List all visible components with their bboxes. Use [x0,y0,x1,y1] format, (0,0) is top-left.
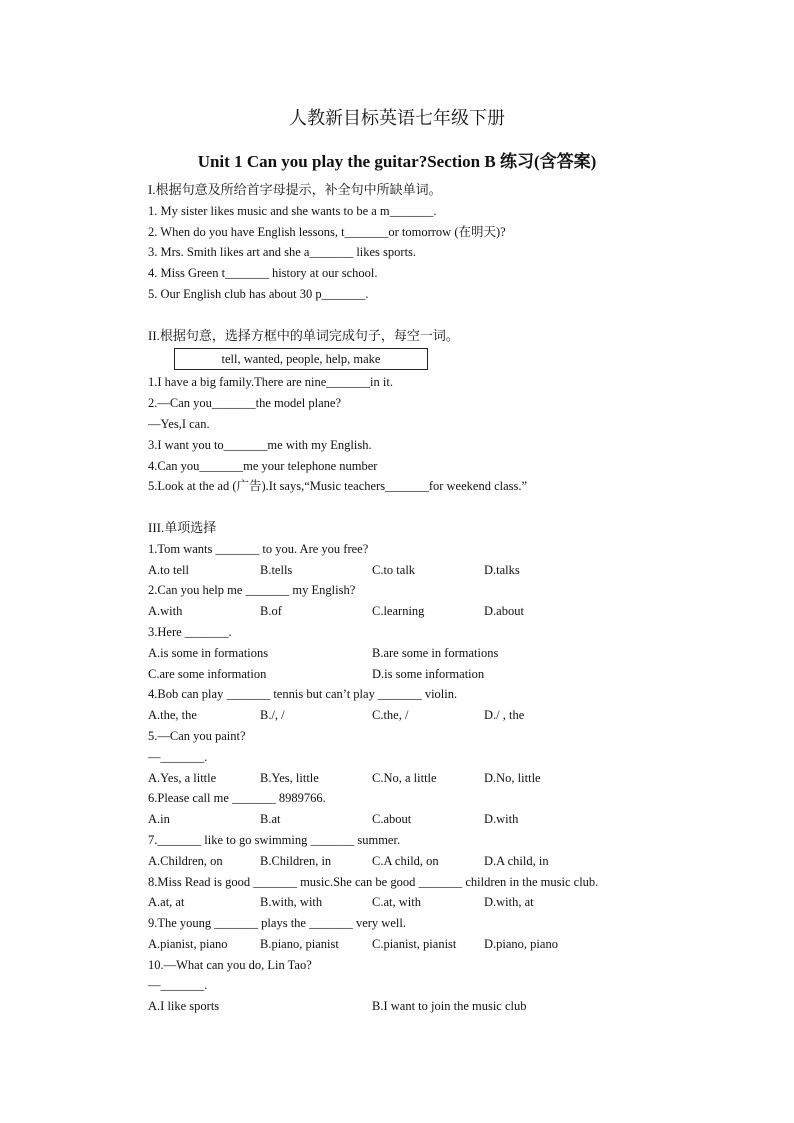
section1-item: 5. Our English club has about 30 p_______. [148,286,369,301]
answer-option: A.in [148,812,170,827]
section2-heading: II.根据句意，选择方框中的单词完成句子，每空一词。 [148,327,459,343]
document-subtitle: Unit 1 Can you play the guitar?Section B 练习(含答案) [197,152,597,171]
question-stem: 7._______ like to go swimming _______ summer. [148,832,401,847]
answer-option: A.Children, on [148,853,223,868]
question-stem: 9.The young _______ plays the _______ very well. [148,916,406,931]
question-stem: 8.Miss Read is good _______ music.She can be good _______ children in the music club. [148,874,599,889]
answer-option: C.are some information [148,666,267,681]
answer-option: B.of [260,604,282,619]
option-row [148,643,708,664]
option-row [148,934,708,955]
section2-item: 2.—Can you_______the model plane? [148,396,342,411]
answer-option: C.No, a little [372,770,437,785]
section1-item: 1. My sister likes music and she wants to be a m_______. [148,203,437,218]
question-stem: 4.Bob can play _______ tennis but can’t play _______ violin. [148,687,458,702]
answer-option: B.tells [260,562,293,577]
section2-item: 4.Can you_______me your telephone number [148,458,378,473]
answer-option: C.to talk [372,562,416,577]
answer-option: C.the, / [372,708,409,723]
option-row [148,601,708,622]
option-row [148,768,708,789]
answer-option: D.with [484,812,519,827]
option-row [148,809,708,830]
question-stem: 1.Tom wants _______ to you. Are you free? [148,541,369,556]
answer-option: D.with, at [484,895,534,910]
option-row [148,664,708,685]
answer-option: A.at, at [148,895,185,910]
section1-heading: I.根据句意及所给首字母提示，补全句中所缺单词。 [148,182,442,197]
section2-item: —Yes,I can. [148,416,210,431]
spacer [148,305,708,326]
question-dialogue-line: —_______. [148,978,208,993]
answer-option: A.is some in formations [148,645,269,660]
question-stem: 5.—Can you paint? [148,728,246,743]
answer-option: C.about [372,812,412,827]
word-box-row [148,346,708,372]
answer-option: A.pianist, piano [148,936,228,951]
document-title: 人教新目标英语七年级下册 [289,108,505,128]
answer-option: D.No, little [484,770,541,785]
answer-option: D.is some information [372,666,485,681]
option-row [148,705,708,726]
answer-option: B.Children, in [260,853,332,868]
section1-item: 3. Mrs. Smith likes art and she a_______ likes sports. [148,245,417,260]
answer-option: B.are some in formations [372,645,499,660]
question-stem: 2.Can you help me _______ my English? [148,583,356,598]
section1-item: 2. When do you have English lessons, t_______or tomorrow (在明天)? [148,224,506,239]
answer-option: C.at, with [372,895,421,910]
answer-option: D.talks [484,562,520,577]
answer-option: D./ , the [484,708,525,723]
answer-option: D.about [484,604,524,619]
answer-option: C.learning [372,604,425,619]
section3-heading: III.单项选择 [148,519,217,535]
answer-option: D.piano, piano [484,936,558,951]
answer-option: A.with [148,604,183,619]
answer-option: B.with, with [260,895,323,910]
answer-option: A.I like sports [148,999,220,1014]
question-stem: 10.—What can you do, Lin Tao? [148,957,312,972]
answer-option: B./, / [260,708,285,723]
spacer [148,497,708,518]
word-box: tell, wanted, people, help, make [174,348,428,370]
exercise-content [148,180,708,1017]
question-dialogue-line: —_______. [148,749,208,764]
section1-item: 4. Miss Green t_______ history at our school. [148,266,378,281]
multiple-choice-list [148,539,708,1017]
answer-option: D.A child, in [484,853,549,868]
answer-option: C.A child, on [372,853,439,868]
answer-option: B.piano, pianist [260,936,339,951]
section2-item: 3.I want you to_______me with my English. [148,437,372,452]
option-row [148,560,708,581]
option-row [148,851,708,872]
answer-option: A.the, the [148,708,197,723]
answer-option: B.at [260,812,281,827]
answer-option: B.I want to join the music club [372,999,527,1014]
section2-item: 5.Look at the ad (广告).It says,“Music teachers_______for weekend class.” [148,479,528,494]
answer-option: A.Yes, a little [148,770,217,785]
question-stem: 3.Here _______. [148,624,232,639]
answer-option: C.pianist, pianist [372,936,457,951]
answer-option: B.Yes, little [260,770,319,785]
section2-item: 1.I have a big family.There are nine_______in it. [148,375,393,390]
option-row [148,892,708,913]
option-row [148,996,708,1017]
question-stem: 6.Please call me _______ 8989766. [148,791,326,806]
answer-option: A.to tell [148,562,189,577]
